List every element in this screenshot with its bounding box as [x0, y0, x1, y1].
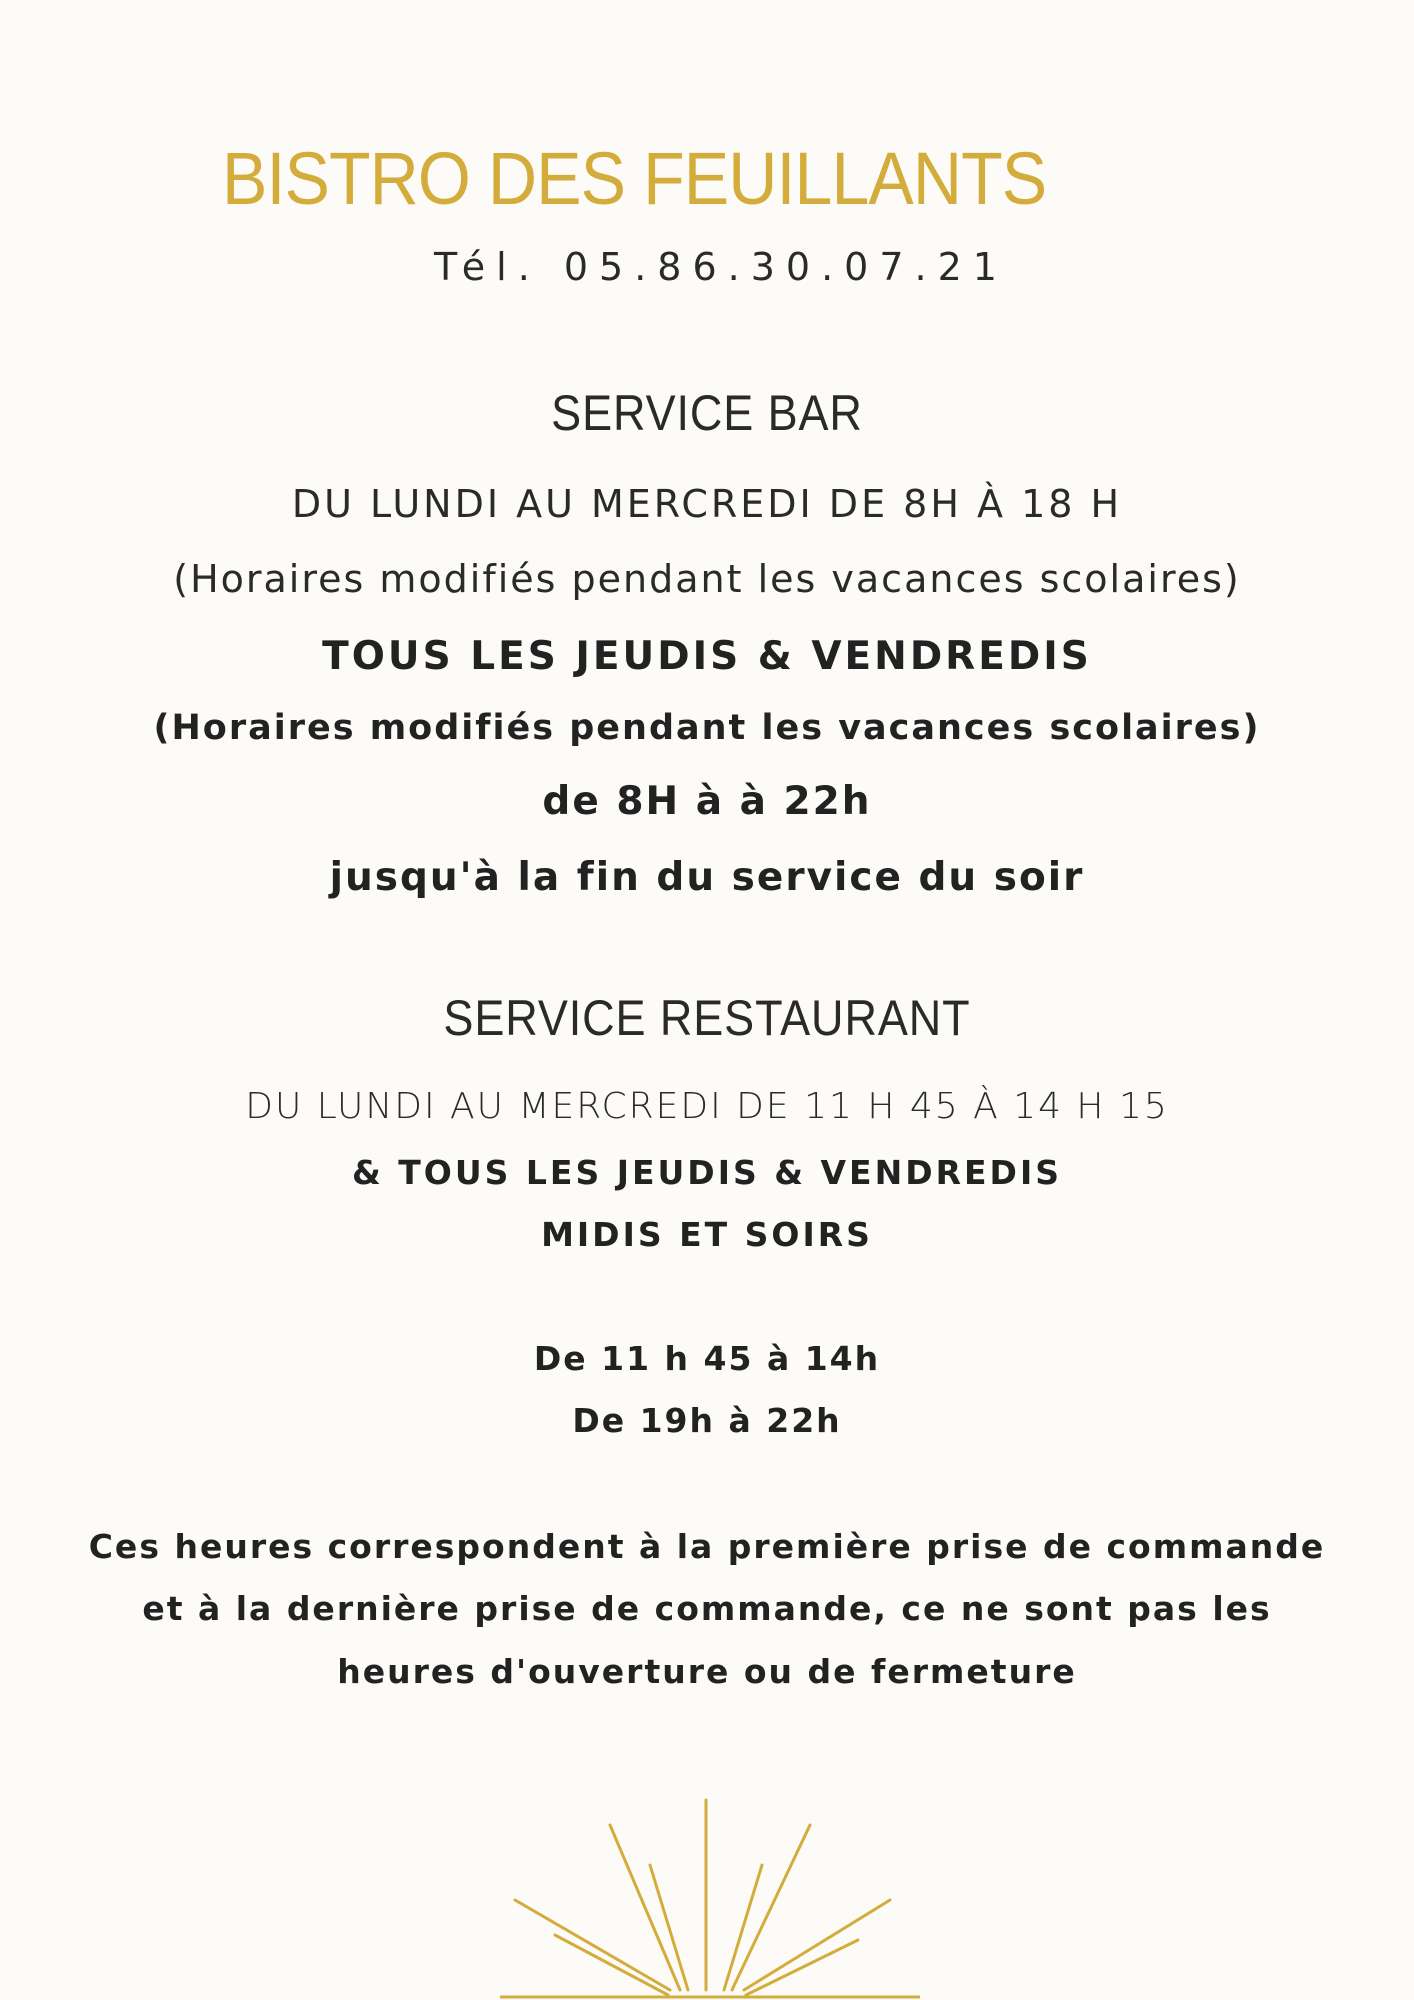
service-restaurant-heading: SERVICE RESTAURANT	[443, 990, 971, 1046]
bar-holiday-note: (Horaires modifiés pendant les vacances scolaires)	[173, 557, 1241, 601]
restaurant-midis-soirs: MIDIS ET SOIRS	[541, 1215, 873, 1254]
phone-number: Tél. 05.86.30.07.21	[434, 245, 1008, 289]
bar-thursday-friday: TOUS LES JEUDIS & VENDREDIS	[322, 634, 1092, 679]
bar-until-end: jusqu'à la fin du service du soir	[329, 855, 1085, 900]
bar-holiday-note-2: (Horaires modifiés pendant les vacances scolaires)	[153, 708, 1261, 748]
service-bar-heading: SERVICE BAR	[551, 385, 863, 441]
sunburst-icon	[500, 1790, 920, 2000]
note-line-1: Ces heures correspondent à la première prise de commande	[88, 1527, 1326, 1566]
restaurant-thursday-friday: & TOUS LES JEUDIS & VENDREDIS	[351, 1153, 1062, 1192]
bar-weekday-hours: DU LUNDI AU MERCREDI DE 8H À 18 H	[291, 482, 1123, 526]
restaurant-title: BISTRO DES FEUILLANTS	[222, 137, 1047, 220]
restaurant-lunch-hours: De 11 h 45 à 14h	[533, 1339, 881, 1378]
note-line-3: heures d'ouverture ou de fermeture	[337, 1652, 1077, 1691]
note-line-2: et à la dernière prise de commande, ce ne sont pas les	[142, 1589, 1272, 1628]
restaurant-dinner-hours: De 19h à 22h	[572, 1401, 842, 1440]
restaurant-weekday-hours: DU LUNDI AU MERCREDI DE 11 H 45 À 14 H 15	[245, 1086, 1169, 1127]
bar-thursday-friday-hours: de 8H à à 22h	[542, 779, 872, 824]
